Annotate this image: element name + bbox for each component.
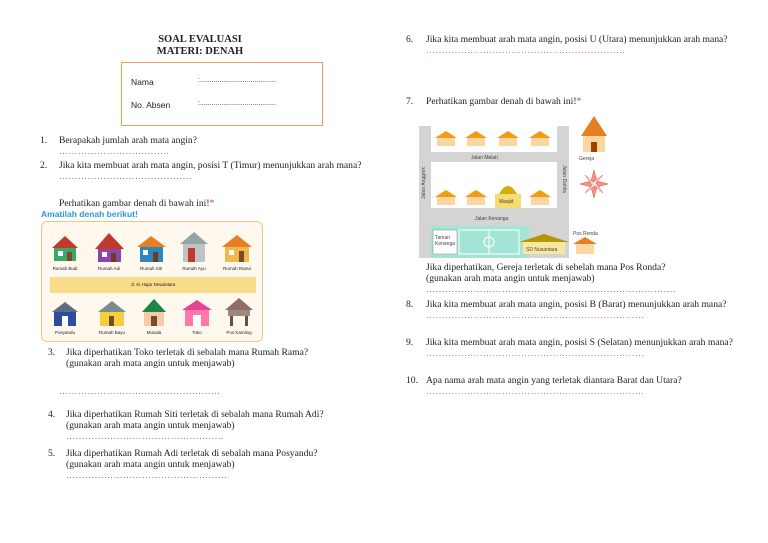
house-icon	[182, 300, 212, 326]
house-label: Rumah Rama	[223, 266, 251, 271]
gereja-label: Gereja	[579, 156, 595, 162]
question-10	[406, 375, 736, 397]
question-hint: (gunakan arah mata angin untuk menjawab)	[66, 459, 235, 470]
question-number: 9.	[406, 337, 414, 348]
answer-line-3[interactable]: ……………………………………………	[59, 386, 221, 396]
street-label-dahlia: Jalan Dahlia	[560, 165, 567, 193]
question-hint: (gunakan arah mata angin untuk menjawab)	[66, 420, 235, 431]
house-icon	[142, 299, 166, 326]
absen-field[interactable]: :.......................................	[198, 100, 276, 107]
house-label: Rumah Siti	[139, 266, 162, 271]
name-field[interactable]: :.......................................	[198, 77, 276, 84]
required-star: *	[209, 198, 215, 209]
house-label: Musala	[146, 330, 162, 335]
street-label-kenanga: Jalan Kenanga	[475, 216, 509, 222]
house-icon	[98, 301, 126, 326]
absen-label: No. Absen	[131, 100, 171, 110]
house-label: Posyandu	[54, 330, 75, 335]
house-label: Pos Kamling	[226, 330, 252, 335]
question-number: 4.	[48, 409, 56, 420]
question-text: Apa nama arah mata angin yang terletak diantara Barat dan Utara?	[426, 375, 682, 386]
masjid-label: Masjid	[499, 199, 514, 205]
house-label: Rumah Bayu	[98, 330, 125, 335]
street-label-melati: Jalan Melati	[471, 155, 498, 161]
answer-line[interactable]: …………………………………………..	[66, 431, 224, 441]
houses-map-picture	[41, 221, 263, 342]
house-label: Rumah Budi	[52, 266, 78, 271]
question-8	[406, 299, 736, 321]
question-text: Jika diperhatikan, Gereja terletak di sebelah mana Pos Ronda?	[426, 262, 666, 273]
answer-line[interactable]: ……………………………………	[59, 171, 192, 181]
question-7	[406, 96, 736, 107]
required-star: *	[576, 96, 582, 107]
house-icon	[52, 236, 78, 261]
question-1	[40, 135, 370, 157]
answer-line[interactable]: ……………………………………………………………	[426, 310, 645, 320]
name-label: Nama	[131, 77, 154, 87]
house-icon	[137, 236, 166, 262]
question-3	[48, 347, 378, 369]
question-2	[40, 160, 370, 182]
question-number: 3.	[48, 347, 56, 358]
answer-line[interactable]: …………………………………………………………………….	[426, 284, 676, 294]
question-7-body	[426, 262, 746, 295]
question-text: Perhatikan gambar denah di bawah ini!	[426, 96, 577, 107]
question-text: Jika kita membuat arah mata angin, posisi B (Barat) menunjukkan arah mana?	[426, 299, 727, 310]
taman-label: Taman Kenanga	[435, 235, 456, 247]
identity-box	[121, 62, 323, 126]
question-number: 1.	[40, 135, 48, 146]
answer-line[interactable]: ……………………………..	[59, 146, 169, 156]
question-text: Jika diperhatikan Rumah Adi terletak di sebalah mana Posyandu?	[66, 448, 318, 459]
instruction-text: Perhatikan gambar denah di bawah ini!*	[59, 198, 215, 209]
question-hint: (gunakan arah mata angin untuk menjawab)	[66, 358, 235, 369]
answer-line[interactable]: ……………………………………………	[66, 470, 228, 480]
amatilah-heading: Amatilah denah berikut!	[41, 209, 138, 219]
answer-line[interactable]: ……………………………………………………………	[426, 348, 645, 358]
question-text: Berapakah jumlah arah mata angin?	[59, 135, 197, 146]
question-9	[406, 337, 736, 359]
house-icon	[222, 235, 252, 262]
worksheet-title	[130, 34, 270, 58]
street-label-anggrek: Jalan Anggrek	[420, 167, 427, 199]
answer-line[interactable]: ………………………………………………………	[426, 45, 626, 55]
house-label: Toko	[192, 330, 202, 335]
question-number: 2.	[40, 160, 48, 171]
question-4	[48, 409, 378, 442]
question-5	[48, 448, 378, 481]
house-icon	[52, 302, 78, 326]
question-number: 8.	[406, 299, 414, 310]
question-text: Jika kita membuat arah mata angin, posisi T (Timur) menunjukkan arah mana?	[59, 160, 362, 171]
answer-line[interactable]: ……………………………………………………………	[426, 386, 645, 396]
house-icon	[180, 232, 208, 262]
question-number: 10.	[406, 375, 418, 386]
title-line-1: SOAL EVALUASI	[158, 34, 242, 45]
neighborhood-map-picture	[419, 112, 609, 258]
street-label: Jl. Ki Hajar Dewantara	[130, 282, 176, 287]
house-icon	[225, 298, 253, 326]
question-6	[406, 34, 736, 56]
question-hint: (gunakan arah mata angin untuk menjawab)	[426, 273, 595, 284]
question-number: 7.	[406, 96, 414, 107]
house-label: Rumah Adi	[97, 266, 120, 271]
question-number: 5.	[48, 448, 56, 459]
sd-label: SD Nusantara	[526, 247, 558, 253]
question-text: Jika diperhatikan Rumah Siti terletak di sebalah mana Rumah Adi?	[66, 409, 324, 420]
title-line-2: MATERI: DENAH	[156, 46, 244, 57]
pos-ronda-label: Pos Ronda	[573, 231, 598, 237]
question-text: Jika kita membuat arah mata angin, posisi U (Utara) menunjukkan arah mana?	[426, 34, 728, 45]
question-number: 6.	[406, 34, 414, 45]
question-text: Jika diperhatikan Toko terletak di sebalah mana Rumah Rama?	[66, 347, 309, 358]
house-icon	[95, 233, 124, 262]
house-label: Rumah Ayu	[182, 266, 206, 271]
question-text: Jika kita membuat arah mata angin, posisi S (Selatan) menunjukkan arah mana?	[426, 337, 733, 348]
